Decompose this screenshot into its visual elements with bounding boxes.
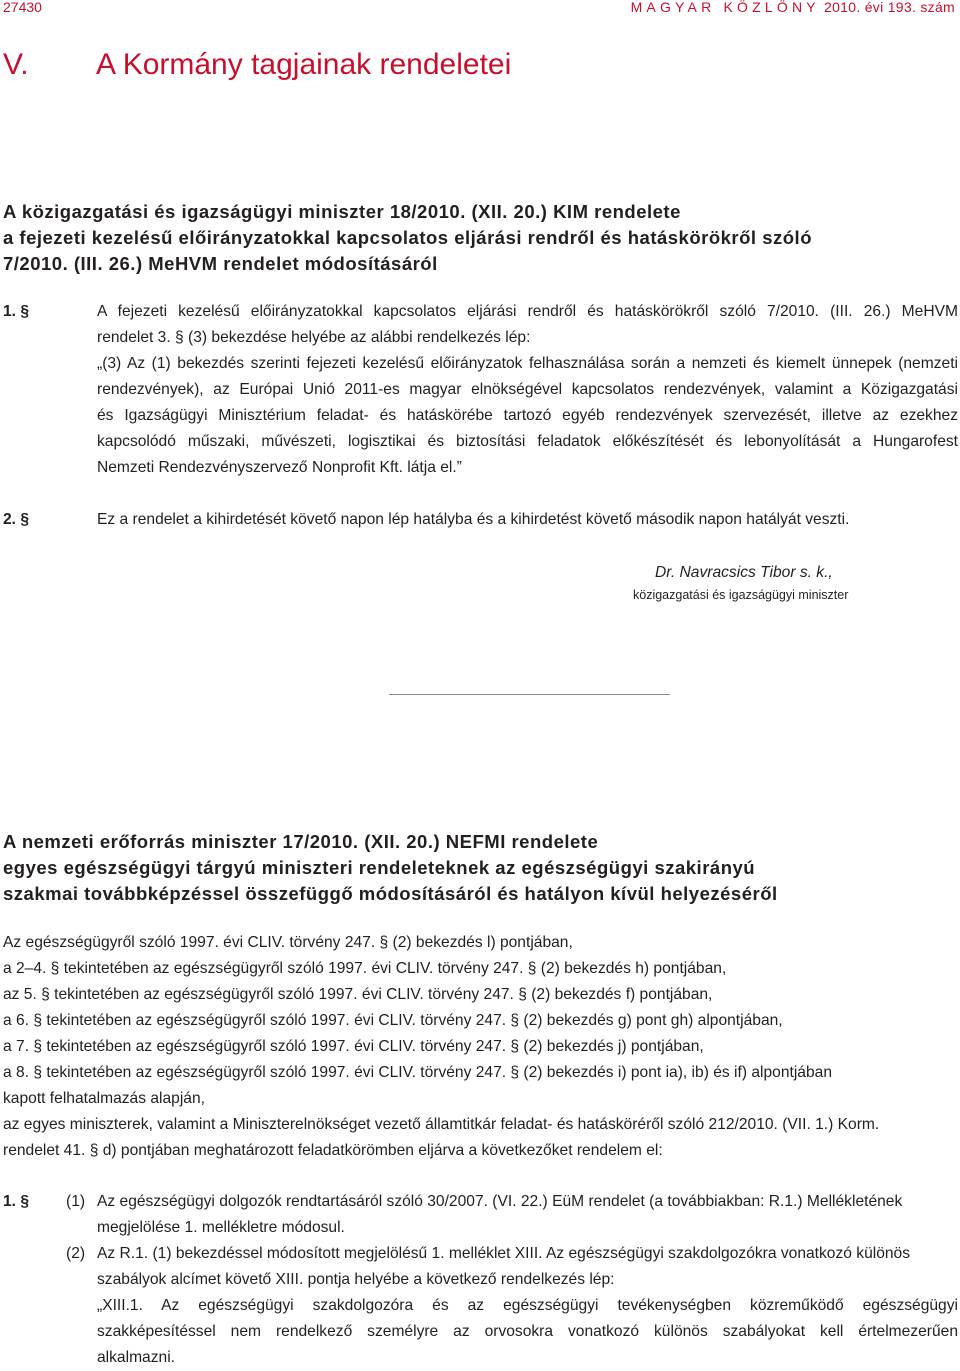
decree1-amendment-line-2: rendezvények), az Európai Unió 2011-es magyar elnökségével kapcsolatos rendezvények, valamint a Közigazgatási [97,381,958,398]
signature-title: közigazgatási és igazságügyi miniszter [633,588,849,602]
decree2-title-line-3: szakmai továbbképzéssel összefüggő módosításáról és hatályon kívül helyezéséről [3,883,778,904]
decree1-title-line-1: A közigazgatási és igazságügyi miniszter 18/2010. (XII. 20.) KIM rendelete [3,201,681,222]
decree2-subsection-1-label: (1) [66,1193,86,1210]
decree1-section-2-number: 2. § [3,511,30,528]
issue-label: 2010. évi 193. szám [824,0,955,15]
decree1-title-line-3: 7/2010. (III. 26.) MeHVM rendelet módosításáról [3,253,438,274]
decree2-title-line-1: A nemzeti erőforrás miniszter 17/2010. (XII. 20.) NEFMI rendelete [3,831,599,852]
decree2-amendment-line-3: alkalmazni. [97,1349,175,1366]
preamble-line-8: az egyes miniszterek, valamint a Miniszterelnökséget vezető államtitkár feladat- és hatásköréről szóló 212/2010. (VII. 1.) Korm. [3,1116,880,1133]
decree2-subsection-1-line-1: Az egészségügyi dolgozók rendtartásáról szóló 30/2007. (VI. 22.) EüM rendelet (a továbbiakban: R.1.) Mellékletének [97,1193,903,1210]
decree2-amendment-line-2: szakképesítéssel nem rendelkező személyre az orvosokra vonatkozó különös szabályokat kell értelmezerűen [97,1323,958,1340]
decree2-amendment-line-1: „XIII.1. Az egészségügyi szakdolgozóra és az egészségügyi tevékenységben közreműködő egészségügyi [97,1297,958,1314]
preamble-line-3: az 5. § tekintetében az egészségügyről szóló 1997. évi CLIV. törvény 247. § (2) bekezdés f) pontjában, [3,986,713,1003]
preamble-line-7: kapott felhatalmazás alapján, [3,1090,205,1107]
decree1-amendment-line-3: és Igazságügyi Minisztérium feladat- és hatáskörébe tartozó egyéb rendezvények szervezését, illetve az ezekhez [97,407,958,424]
chapter-heading [3,45,511,85]
decree1-amendment-line-5: Nemzeti Rendezvényszervező Nonprofit Kft. látja el.” [97,459,462,476]
decree2-subsection-2-line-1: Az R.1. (1) bekezdéssel módosított megjelölésű 1. melléklet XIII. Az egészségügyi szakdolgozókra vonatkozó különös [97,1245,911,1262]
decree1-amendment-line-1: „(3) Az (1) bekezdés szerinti fejezeti kezelésű előirányzatok felhasználása során a nemzeti és kiemelt ünnepek (nemzeti [97,355,958,372]
chapter-title: A Kormány tagjainak rendeletei [96,48,512,81]
section-divider [389,694,670,695]
decree1-title-line-2: a fejezeti kezelésű előirányzatokkal kapcsolatos eljárási rendről és hatáskörökről szóló [3,227,812,248]
preamble-line-2: a 2–4. § tekintetében az egészségügyről szóló 1997. évi CLIV. törvény 247. § (2) bekezdés h) pontjában, [3,960,727,977]
signature-name: Dr. Navracsics Tibor s. k., [655,564,833,581]
decree2-title-line-2: egyes egészségügyi tárgyú miniszteri rendeleteknek az egészségügyi szakirányú [3,857,756,878]
preamble-line-1: Az egészségügyről szóló 1997. évi CLIV. törvény 247. § (2) bekezdés l) pontjában, [3,934,573,951]
decree2-section-1-number: 1. § [3,1193,30,1210]
decree1-section-2-text: Ez a rendelet a kihirdetését követő napon lép hatályba és a kihirdetést követő második napon hatályát veszti. [97,511,850,528]
preamble-line-6: a 8. § tekintetében az egészségügyről szóló 1997. évi CLIV. törvény 247. § (2) bekezdés i) pont ia), ib) és if) alpontjában [3,1064,832,1081]
decree1-section-1-line-2: rendelet 3. § (3) bekezdése helyébe az alábbi rendelkezés lép: [97,329,531,346]
decree2-subsection-1-line-2: megjelölése 1. mellékletre módosul. [97,1219,345,1236]
decree1-section-1-number: 1. § [3,303,30,320]
decree2-subsection-2-label: (2) [66,1245,86,1262]
preamble-line-9: rendelet 41. § d) pontjában meghatározott feladatkörömben eljárva a következőket rendelem el: [3,1142,663,1159]
page-number: 27430 [3,0,42,15]
decree2-subsection-2-line-2: szabályok alcímet követő XIII. pontja helyébe a következő rendelkezés lép: [97,1271,615,1288]
preamble-line-5: a 7. § tekintetében az egészségügyről szóló 1997. évi CLIV. törvény 247. § (2) bekezdés j) pontjában, [3,1038,704,1055]
chapter-number: V. [3,48,29,81]
preamble-line-4: a 6. § tekintetében az egészségügyről szóló 1997. évi CLIV. törvény 247. § (2) bekezdés g) pont gh) alpontjában, [3,1012,783,1029]
decree1-amendment-line-4: kapcsolódó műszaki, művészeti, logisztikai és biztosítási feladatok előkészítését és lebonyolítását a Hungarofest [97,433,958,450]
journal-header [631,0,955,14]
decree1-section-1-line-1: A fejezeti kezelésű előirányzatokkal kapcsolatos eljárási rendről és hatáskörökről szóló 7/2010. (III. 26.) MeHVM [97,303,958,320]
journal-name: MAGYAR KÖZLÖNY [630,0,820,15]
